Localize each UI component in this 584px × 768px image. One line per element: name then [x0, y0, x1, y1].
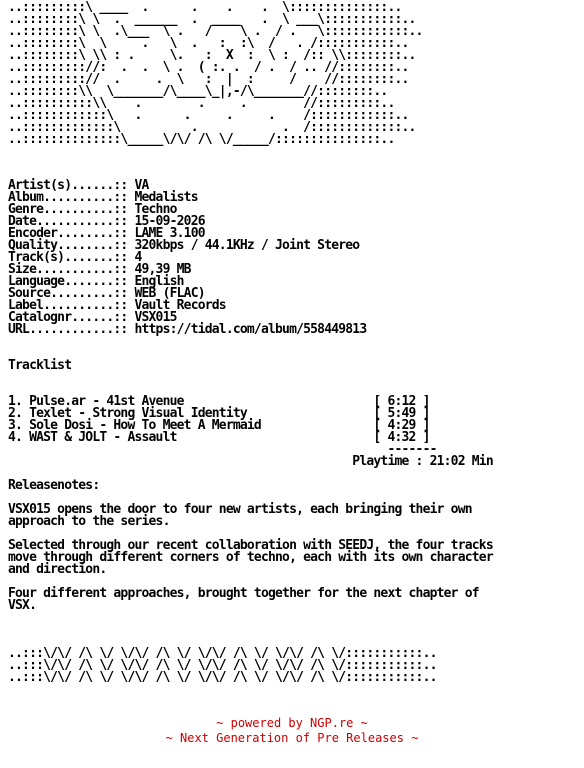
- tracklist-heading: Tracklist: [8, 358, 72, 373]
- track-row: 3. Sole Dosi - How To Meet A Mermaid [ 4:29 ]: [8, 418, 430, 433]
- info-encoder: Encoder........:: LAME 3.100: [8, 226, 205, 241]
- info-label: Label..........:: Vault Records: [8, 298, 226, 313]
- info-date: Date...........:: 15-09-2026: [8, 214, 205, 229]
- playtime-total: Playtime : 21:02 Min: [8, 454, 493, 469]
- info-quality: Quality........:: 320kbps / 44.1KHz / Joint Stereo: [8, 238, 360, 253]
- release-notes-heading: Releasenotes:: [8, 478, 100, 493]
- info-genre: Genre..........:: Techno: [8, 202, 177, 217]
- info-url: URL............:: https://tidal.com/album/558449813: [8, 322, 367, 337]
- info-source: Source.........:: WEB (FLAC): [8, 286, 205, 301]
- release-info: [8, 180, 366, 336]
- release-notes-paragraph-3: Four different approaches, brought together for the next chapter of VSX.: [8, 586, 479, 613]
- info-artist: Artist(s)......:: VA: [8, 178, 149, 193]
- info-album: Album..........:: Medalists: [8, 190, 198, 205]
- ascii-art-banner: ..:::::::::\ ____ . . . . \::::::::::::::.. ..::::::::\ \ . ______ . ____ . \ ___\:::::::::::.. ..::::::::\ \ .\___ \ . / \ . / . \::::::::::::.. ..::::::::\ \ . \ . : :\ / . /:::::::::::.. ..::::::::\ \\ : . \. : X : \ : /:: \\::::::::.. ..::::::::://: . . \ . ( :. . / . / .. //::::::::.. ..:::::::::// . . \ : | : / //::::::::.. ..::::::::\\ \_______/\____\_|,-/\_______//::::::::.. ..::::::::::\\ . . . //:::::::::.. ..::::::::::::\ . . . . /::::::::::::.. ..:::::::::::::\ . . /:::::::::::::.. ..::::::::::::::\_____\/\/ /\ \/_____/:::::::::::::::..: [8, 0, 423, 147]
- track-row: 1. Pulse.ar - 41st Avenue [ 6:12 ]: [8, 394, 430, 409]
- info-catalog: Catalognr......:: VSX015: [8, 310, 177, 325]
- tracklist-divider: -------: [8, 442, 437, 457]
- track-row: 2. Texlet - Strong Visual Identity [ 5:49 ]: [8, 406, 430, 421]
- footer-tagline: ~ Next Generation of Pre Releases ~: [165, 731, 419, 745]
- info-language: Language.......:: English: [8, 274, 184, 289]
- release-notes-paragraph-1: VSX015 opens the door to four new artists, each bringing their own approach to the series.: [8, 502, 472, 529]
- ascii-art-footer: ..:::\/\/ /\ \/ \/\/ /\ \/ \/\/ /\ \/ \/\/ /\ \/:::::::::::.. ..:::\/\/ /\ \/ \/\/ /\ \/ \/\/ /\ \/ \/\/ /\ \/:::::::::::.. ..:::\/\/ /\ \/ \/\/ /\ \/ \/\/ /\ \/ \/\/ /\ \/:::::::::::..: [8, 646, 437, 685]
- tracklist: [8, 360, 493, 468]
- info-tracks: Track(s).......:: 4: [8, 250, 142, 265]
- track-row: 4. WAST & JOLT - Assault [ 4:32 ]: [8, 430, 430, 445]
- info-size: Size...........:: 49,39 MB: [8, 262, 191, 277]
- release-notes: [8, 480, 493, 612]
- footer-powered-by: ~ powered by NGP.re ~: [216, 716, 368, 730]
- release-notes-paragraph-2: Selected through our recent collaboration with SEEDJ, the four tracks move through different corners of techno, each with its own character and direction.: [8, 538, 493, 577]
